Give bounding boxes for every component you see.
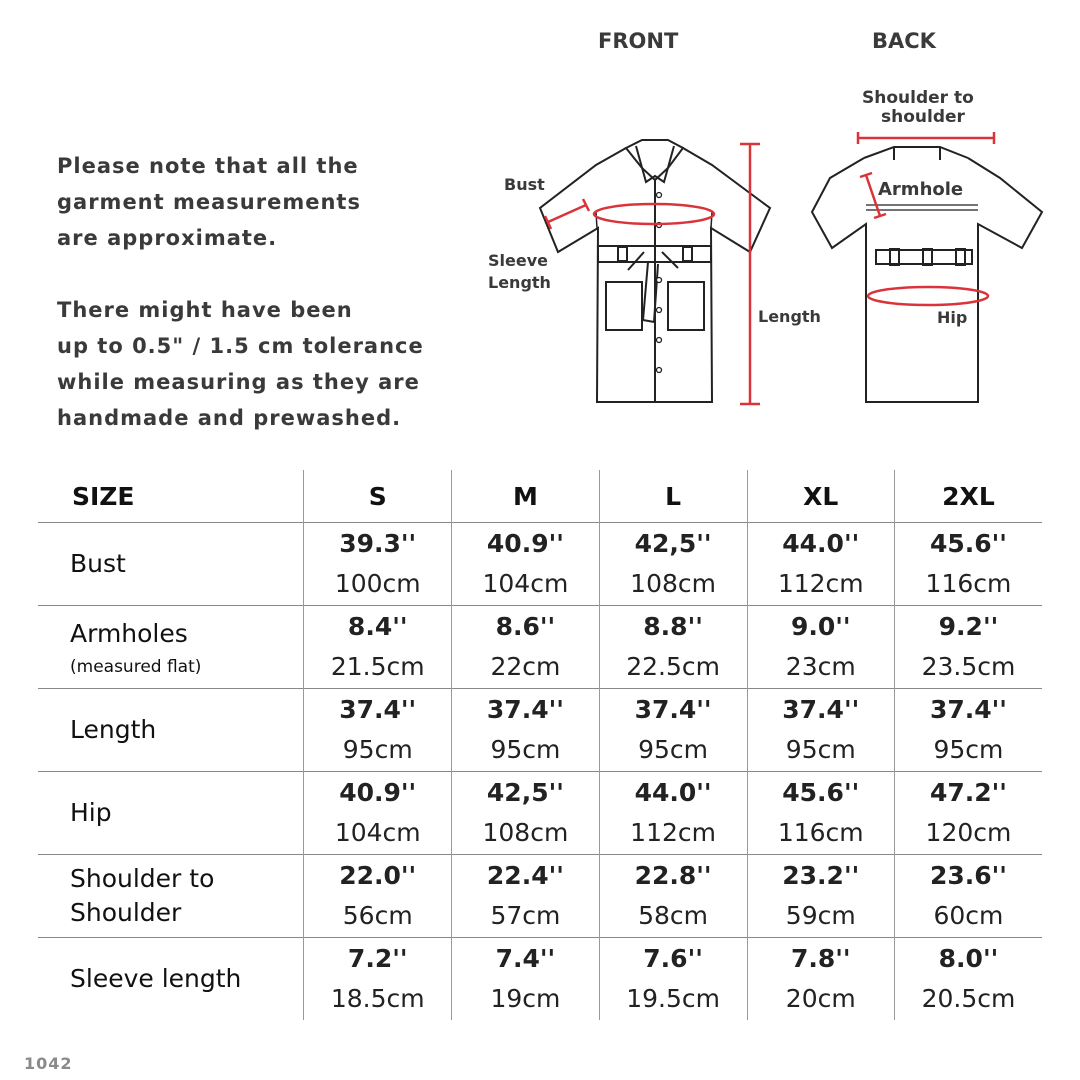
length-label: Length bbox=[758, 307, 821, 326]
note-line: garment measurements bbox=[57, 190, 361, 214]
cm-value: 58cm bbox=[638, 901, 709, 930]
cm-value: 108cm bbox=[630, 569, 716, 598]
note-line: up to 0.5" / 1.5 cm tolerance bbox=[57, 334, 424, 358]
table-row bbox=[38, 523, 1042, 606]
inch-value: 40.9'' bbox=[486, 529, 564, 558]
inch-value: 7.8'' bbox=[790, 944, 851, 973]
row-label bbox=[38, 606, 304, 689]
inch-value: 37.4'' bbox=[634, 695, 712, 724]
row-label-text: Sleeve length bbox=[70, 964, 242, 993]
note-line: handmade and prewashed. bbox=[57, 406, 402, 430]
cm-value: 59cm bbox=[785, 901, 856, 930]
measurement-cell bbox=[599, 772, 747, 855]
measurement-cell bbox=[747, 689, 894, 772]
row-label-text: Bust bbox=[70, 549, 126, 578]
measurement-cell bbox=[894, 689, 1042, 772]
measurement-cell bbox=[452, 772, 599, 855]
note-line: There might have been bbox=[57, 298, 353, 322]
front-measurements bbox=[545, 144, 760, 404]
inch-value: 7.6'' bbox=[643, 944, 703, 973]
front-dress bbox=[540, 140, 770, 402]
measurement-cell bbox=[894, 606, 1042, 689]
cm-value: 20cm bbox=[785, 984, 856, 1013]
measurement-cell bbox=[304, 689, 452, 772]
front-buttons bbox=[657, 193, 662, 373]
header-m: M bbox=[452, 470, 599, 523]
cm-value: 112cm bbox=[777, 569, 864, 598]
measurement-cell bbox=[894, 938, 1042, 1021]
sleeve-label-2: Length bbox=[488, 273, 551, 292]
row-label bbox=[38, 772, 304, 855]
row-label-text: Hip bbox=[70, 798, 112, 827]
header-s: S bbox=[304, 470, 452, 523]
row-label-text: Shoulder to bbox=[70, 864, 215, 893]
table-row bbox=[38, 855, 1042, 938]
inch-value: 8.8'' bbox=[643, 612, 703, 641]
inch-value: 37.4'' bbox=[929, 695, 1007, 724]
cm-value: 95cm bbox=[342, 735, 413, 764]
row-label bbox=[38, 938, 304, 1021]
inch-value: 40.9'' bbox=[339, 778, 417, 807]
inch-value: 42,5'' bbox=[486, 778, 564, 807]
inch-value: 37.4'' bbox=[782, 695, 860, 724]
cm-value: 95cm bbox=[933, 735, 1004, 764]
cm-value: 120cm bbox=[925, 818, 1012, 847]
header-l: L bbox=[599, 470, 747, 523]
measurement-cell bbox=[599, 689, 747, 772]
inch-value: 44.0'' bbox=[782, 529, 860, 558]
inch-value: 22.0'' bbox=[339, 861, 417, 890]
measurement-cell bbox=[747, 938, 894, 1021]
cm-value: 23cm bbox=[785, 652, 856, 681]
measurement-cell bbox=[894, 772, 1042, 855]
cm-value: 104cm bbox=[334, 818, 421, 847]
measurement-cell bbox=[452, 855, 599, 938]
cm-value: 100cm bbox=[334, 569, 421, 598]
measurement-cell bbox=[304, 855, 452, 938]
measurement-cell bbox=[599, 938, 747, 1021]
inch-value: 22.8'' bbox=[634, 861, 712, 890]
row-label bbox=[38, 855, 304, 938]
inch-value: 45.6'' bbox=[929, 529, 1007, 558]
cm-value: 19cm bbox=[490, 984, 561, 1013]
cm-value: 20.5cm bbox=[921, 984, 1016, 1013]
cm-value: 18.5cm bbox=[330, 984, 425, 1013]
note-line: Please note that all the bbox=[57, 154, 359, 178]
measurement-cell bbox=[894, 855, 1042, 938]
inch-value: 7.2'' bbox=[347, 944, 408, 973]
measurement-cell bbox=[894, 523, 1042, 606]
cm-value: 23.5cm bbox=[921, 652, 1016, 681]
inch-value: 22.4'' bbox=[486, 861, 564, 890]
bust-label: Bust bbox=[504, 175, 545, 194]
inch-value: 47.2'' bbox=[929, 778, 1007, 807]
table-row bbox=[38, 689, 1042, 772]
cm-value: 116cm bbox=[777, 818, 864, 847]
measurement-cell bbox=[452, 689, 599, 772]
inch-value: 42,5'' bbox=[634, 529, 712, 558]
row-label-note: (measured flat) bbox=[70, 657, 202, 677]
inch-value: 37.4'' bbox=[486, 695, 564, 724]
measurement-cell bbox=[599, 606, 747, 689]
row-label bbox=[38, 689, 304, 772]
cm-value: 56cm bbox=[342, 901, 413, 930]
tolerance-note bbox=[57, 292, 424, 436]
table-row bbox=[38, 606, 1042, 689]
measurement-cell bbox=[747, 606, 894, 689]
header-2xl: 2XL bbox=[894, 470, 1042, 523]
inch-value: 9.2'' bbox=[938, 612, 999, 641]
measurement-cell bbox=[304, 938, 452, 1021]
header-xl: XL bbox=[747, 470, 894, 523]
cm-value: 116cm bbox=[925, 569, 1012, 598]
cm-value: 57cm bbox=[490, 901, 561, 930]
shoulder-label-2: shoulder bbox=[881, 107, 965, 127]
cm-value: 60cm bbox=[933, 901, 1004, 930]
approximate-note bbox=[57, 148, 361, 256]
row-label-text: Shoulder bbox=[70, 898, 182, 927]
cm-value: 95cm bbox=[638, 735, 709, 764]
note-line: are approximate. bbox=[57, 226, 278, 250]
armhole-label: Armhole bbox=[878, 179, 964, 200]
measurement-cell bbox=[304, 606, 452, 689]
cm-value: 22.5cm bbox=[626, 652, 720, 681]
inch-value: 45.6'' bbox=[782, 778, 860, 807]
note-line: while measuring as they are bbox=[57, 370, 420, 394]
inch-value: 44.0'' bbox=[634, 778, 712, 807]
inch-value: 8.4'' bbox=[347, 612, 408, 641]
table-row bbox=[38, 938, 1042, 1021]
inch-value: 8.6'' bbox=[495, 612, 556, 641]
inch-value: 39.3'' bbox=[339, 529, 417, 558]
cm-value: 108cm bbox=[482, 818, 569, 847]
back-measurements bbox=[858, 132, 994, 305]
cm-value: 95cm bbox=[785, 735, 856, 764]
cm-value: 95cm bbox=[490, 735, 561, 764]
inch-value: 7.4'' bbox=[495, 944, 556, 973]
measurement-cell bbox=[599, 855, 747, 938]
inch-value: 37.4'' bbox=[339, 695, 417, 724]
measurement-cell bbox=[304, 523, 452, 606]
header-size: SIZE bbox=[72, 481, 135, 511]
row-label bbox=[38, 523, 304, 606]
product-code: 1042 bbox=[24, 1054, 73, 1073]
inch-value: 23.6'' bbox=[929, 861, 1007, 890]
sleeve-label-1: Sleeve bbox=[488, 251, 548, 270]
measurement-cell bbox=[747, 855, 894, 938]
cm-value: 104cm bbox=[482, 569, 569, 598]
row-label-text: Armholes bbox=[70, 619, 188, 648]
cm-value: 22cm bbox=[490, 652, 561, 681]
measurement-cell bbox=[452, 523, 599, 606]
size-chart-table bbox=[38, 470, 1042, 1020]
back-label: BACK bbox=[872, 29, 936, 53]
measurement-cell bbox=[599, 523, 747, 606]
table-row bbox=[38, 772, 1042, 855]
inch-value: 8.0'' bbox=[938, 944, 999, 973]
inch-value: 9.0'' bbox=[790, 612, 851, 641]
measurement-cell bbox=[304, 772, 452, 855]
row-label-text: Length bbox=[70, 715, 157, 744]
measurement-cell bbox=[747, 772, 894, 855]
cm-value: 19.5cm bbox=[626, 984, 720, 1013]
shoulder-label-1: Shoulder to bbox=[862, 88, 974, 108]
cm-value: 21.5cm bbox=[330, 652, 425, 681]
measurement-cell bbox=[452, 606, 599, 689]
measurement-cell bbox=[452, 938, 599, 1021]
table-header-row bbox=[38, 470, 1042, 523]
garment-diagram bbox=[470, 20, 1070, 430]
measurement-cell bbox=[747, 523, 894, 606]
hip-label: Hip bbox=[937, 308, 968, 327]
cm-value: 112cm bbox=[630, 818, 716, 847]
front-label: FRONT bbox=[598, 29, 679, 53]
inch-value: 23.2'' bbox=[782, 861, 860, 890]
